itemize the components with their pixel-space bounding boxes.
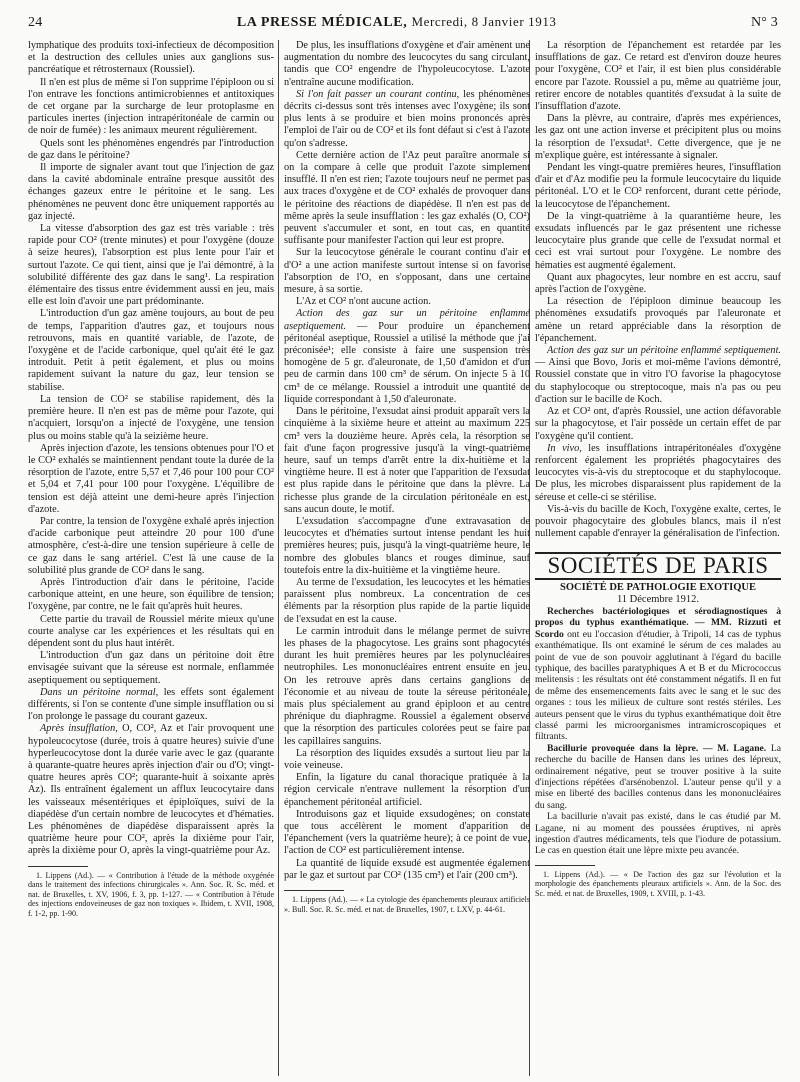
paragraph: L'introduction d'un gaz amène toujours, au bout de peu de temps, l'apparition d'autres gaz, et toujours nous retrouvons, mais en quantité variable, de l'azote, de l'oxygène et de l'acide carbonique, quel qu'ait été le gaz introduit. Petit à petit également, et plus ou moins rapidement suivant la nature du gaz, leur tension se stabilise. — [28, 308, 274, 393]
paragraph: Par contre, la tension de l'oxygène exhalé après injection d'acide carbonique peut atteindre 20 pour 100 d'une atmosphère, c'est-à-dire une tension supérieure à celle de ce gaz dans le sang artériel. C'est là une cause de la solubilité plus grande de CO² dans le sang. — [28, 515, 274, 576]
paragraph — [28, 723, 274, 857]
paragraph-text: les effets sont également différents, si l'on se contente d'une simple insufflation ou si l'on prolonge le passage du courant gazeux. — [28, 686, 274, 723]
paragraph: Après injection d'azote, les tensions obtenues pour l'O et le CO² exhalés se maintiennent pendant toute la durée de la résorption de l'azote, entre 5,57 et 7,46 pour 100 pour CO² et 5,04 et 7,41 pour 100 pour l'oxygène. L'équilibre de tension est déjà atteint une demi-heure après l'injection d'azote. — [28, 442, 274, 515]
column-1 — [28, 40, 274, 1072]
report-paragraph — [535, 606, 781, 743]
paragraph — [284, 89, 530, 150]
report-heading: Bacillurie provoquée dans la lèpre. — M. Lagane. — [547, 742, 767, 754]
column-3 — [535, 40, 781, 1072]
paragraph: Au terme de l'exsudation, les leucocytes et les hématies paraissent plus nombreux. La concentration de ces éléments par la résorption plus rapide de la partie liquide de l'exsudat en est la cause. — [284, 576, 530, 625]
paragraph: Vis-à-vis du bacille de Koch, l'oxygène exalte, certes, le pouvoir phagocytaire des globules blancs, mais il n'est nullement capable d'enrayer la généralisation de l'infection. — [535, 503, 781, 540]
paragraph-text: — Ainsi que Bovo, Joris et moi-même l'avions démontré, Roussiel constate que in vitro l'O favorise la phagocytose du staphylocoque ou streptocoque, mais n'a pas ou peu d'action sur le bacille de Koch. — [535, 357, 781, 405]
report-text: ont eu l'occasion d'étudier, à Tripoli, 14 cas de typhus exanthématique. Ils ont examiné le sérum de ces malades au point de vue de son pouvoir agglutinant à l'égard du bacille typhique, des bacilles paratyphiques A et B et du Micrococcus melitensis : les résultats ont été constamment négatifs. Il en fut de même des ensemencements faits avec le sang et le suc des organes : tous les milieux de culture sont restés stériles. Les auteurs pensent que le virus du typhus exanthématique doit être classé parmi les microorganismes intramicroscopiques et filtrants. — [535, 628, 781, 743]
paragraph — [535, 443, 781, 504]
footnote: 1. Lippens (Ad.). — « La cytologie des épanchements pleuraux artificiels ». Bull. Soc. R. Sc. méd. et nat. de Bruxelles, 1907, t. LXV, p. 44-61. — [284, 895, 530, 914]
paragraph: Sur la leucocytose générale le courant continu d'air et d'O² a une action manifeste surtout intense si on favorise l'absorption de l'O, en s'opposant, dans une certaine mesure, à sa sortie. — [284, 247, 530, 296]
journal-title — [237, 14, 557, 31]
footnote-rule — [28, 866, 88, 867]
italic-lead: Dans un péritoine normal, — [40, 686, 159, 698]
journal-name: LA PRESSE MÉDICALE, — [236, 15, 408, 30]
paragraph: La résorption des liquides exsudés a surtout lieu par la voie veineuse. — [284, 747, 530, 771]
session-date: 11 Décembre 1912. — [616, 593, 700, 605]
paragraph-text: — Pour produire un épanchement péritonéal aseptique, Roussiel a utilisé la méthode que j'ai préconisée¹; elle consiste à faire une suspension très homogène de 5 gr. d'aleuronate, de 1,50 d'amidon et d'un peu de carmin dans 100 cm³ de sérum. On injecte 5 à 10 cm³ de ce mélange. Roussiel a introduit une quantité de liquide correspondant à 1,50 d'aleuronate. — [284, 320, 530, 405]
issue-date: Mercredi, 8 Janvier 1913 — [411, 14, 557, 29]
page-header — [28, 14, 778, 36]
paragraph: Introduisons gaz et liquide exsudogènes; on constate que tous accélèrent le moment d'apparition de l'épanchement (vers la quatrième heure); à ce point de vue, l'action de CO² est particulièrement intense. — [284, 808, 530, 857]
paragraph: L'exsudation s'accompagne d'une extravasation de leucocytes et d'hématies surtout intense pendant les huit premières heures; puis, jusqu'à la vingt-quatrième heure, le nombre des globules blancs et rouges diminue, sauf toutefois entre la dix-huitième et la vingtième heure. — [284, 515, 530, 576]
paragraph-text: O, CO², Az et l'air provoquent une hypoleucocytose (durée, trois à quatre heures) suivie d'une hyperleucocytose dont la durée varie avec le gaz (quarante à quarante-quatre heures après injection d'air ou d'O; vingt-quatre heures après CO²; quarante-huit à soixante après Az). Ils entraînent également un afflux leucocytaire dans les vaisseaux mésentériques et épiploïques, suivi de la diapédèse d'un certain nombre de leucocytes et d'hématies. Les phénomènes de diapédèse disparaissent après la quatrième heure pour CO², après la dixième pour l'air, après la dixième pour O, après la vingt-quatrième pour Az. — [28, 723, 274, 857]
column-divider — [278, 40, 279, 1076]
page-number: 24 — [28, 15, 43, 30]
paragraph: Il importe de signaler avant tout que l'injection de gaz dans la cavité abdominale entraîne presque aussitôt des échanges gazeux entre le péritoine et le sang. Les phénomènes ne peuvent donc être uniquement rapportés au gaz injecté. — [28, 162, 274, 222]
paragraph-text: les insufflations intrapéritonéales d'oxygène renforcent également les propriétés phagocytaires des leucocytes vis-à-vis du streptocoque et du staphylocoque. De plus, les microbes disparaissent plus rapidement de la séreuse et celle-ci se stérilise. — [535, 442, 781, 503]
italic-lead: Après insufflation, — [40, 723, 118, 735]
paragraph: L'introduction d'un gaz dans un péritoine doit être envisagée suivant que la séreuse est normale, enflammée aseptiquement ou septiquement. — [28, 650, 274, 686]
italic-lead: Action des gaz sur un péritoine enflammé aseptiquement. — [284, 308, 530, 332]
paragraph: Il n'en est plus de même si l'on supprime l'épiploon ou si l'on entrave les fonctions antimicrobiennes et antitoxiques de cet organe par la surcharge de leur protoplasme en particules inertes (injection intrapéritonéale de carmin ou de noir de fumée) : les animaux meurent régulièrement. — [28, 76, 274, 137]
paragraph: La quantité de liquide exsudé est augmentée également par le gaz et surtout par CO² (135 cm³) et l'air (200 cm³). — [284, 857, 530, 881]
italic-lead: Si l'on fait passer un courant continu, — [296, 88, 460, 100]
paragraph — [535, 345, 781, 406]
report-paragraph: La bacillurie n'avait pas existé, dans le cas étudié par M. Lagane, ni au moment des poussées éruptives, ni après ingestion d'autres médicaments, tels que l'iodure de potassium. Le cas en question était une lèpre mixte peu avancée. — [535, 811, 781, 857]
paragraph: La résorption de l'épanchement est retardée par les insufflations de gaz. Ce retard est d'environ douze heures pour l'oxygène, CO² et l'air, il est bien plus considérable encore par l'azote. Roussiel a pu, même au quatrième jour, retirer encore de notables quantités d'exsudat à la suite de l'insufflation d'azote. — [535, 40, 781, 113]
paragraph: Dans la plèvre, au contraire, d'après mes expériences, les gaz ont une action inverse et précipitent plus ou moins la résorption de l'exsudat¹. Cette divergence, que je ne m'explique guère, est intéressante à signaler. — [535, 113, 781, 161]
paragraph: Cette partie du travail de Roussiel mérite mieux qu'une courte analyse car les expériences et les résultats qui en dépendent sont du plus haut intérêt. — [28, 613, 274, 649]
paragraph-text: les phénomènes décrits ci-dessus sont très intenses avec l'oxygène; ils sont plus lents à se produire et bien moins prononcés après l'emploi de l'air ou de CO² et ils font défaut si c'est à l'azote qu'on s'adresse. — [284, 88, 530, 149]
footnote-rule — [284, 890, 344, 891]
paragraph: Pendant les vingt-quatre premières heures, l'insufflation d'air et d'Az modifie peu la formule leucocytaire du liquide péritonéal. L'O et le CO² renforcent, durant cette période, la leucocytose de l'épanchement. — [535, 162, 781, 210]
footnote: 1. Lippens (Ad.). — « De l'action des gaz sur l'évolution et la morphologie des épanchements pleuraux artificiels ». Ann. de la Soc. des Sc. méd. et nat. de Bruxelles, 1909, t. XVIII, p. 1-43. — [535, 869, 781, 899]
italic-lead: Action des gaz sur un péritoine enflammé septiquement. — [547, 345, 781, 357]
paragraph: La vitesse d'absorption des gaz est très variable : très rapide pour CO² (trente minutes) et pour l'oxygène (douze à seize heures), l'absorption est plus lente pour l'air et surtout l'azote. Ce qui tient, ainsi que je l'ai démontré, à la solubilité différente des gaz dans le sang¹. La respiration élémentaire des tissus entre évidemment aussi en jeu, mais elle est loin d'avoir une part prédominante. — [28, 223, 274, 308]
paragraph: Le carmin introduit dans le mélange permet de suivre les phases de la phagocytose. Les grains sont phagocytés durant les huit premières heures par les polynucléaires neutrophiles. Les mononucléaires entrent ensuite en jeu. On les retrouve après dans certains ganglions de l'économie et au niveau de toute la séreuse péritonéale, mais plus spécialement au grand épiploon et au centre phrénique du diaphragme. Roussiel a également observé que la résorption des particules colorées peut se faire par les capillaires sanguins. — [284, 625, 530, 747]
footnote: 1. Lippens (Ad.). — « Contribution à l'étude de la méthode oxygénée dans le traitement des infections chirurgicales ». Ann. Soc. R. Sc. méd. et nat. de Bruxelles, t. XV, 1906, f. 3, pp. 1-127. — « Contribution à l'étude des injections endoveineuses de gaz non toxiques ». Ibidem, t. XVII, 1908, f. 1-2, pp. 1-90. — [28, 870, 274, 918]
paragraph: De plus, les insufflations d'oxygène et d'air amènent une augmentation du nombre des leucocytes du sang circulant, tandis que CO² engendre de l'hypoleucocytose. L'azote n'entraîne aucune modification. — [284, 40, 530, 88]
section-title: SOCIÉTÉS DE PARIS — [535, 552, 781, 579]
paragraph — [28, 687, 274, 724]
paragraph: Quant aux phagocytes, leur nombre en est accru, sauf après l'action de l'oxygène. — [535, 271, 781, 296]
paragraph: Dans le péritoine, l'exsudat ainsi produit apparaît vers la cinquième à la sixième heure et atteint au maximum 225 cm³ vers la douzième heure. Après cela, la résorption se fait d'une façon progressive jusqu'à la vingt-quatrième heure, sauf un temps d'arrêt entre la dix-huitième et la vingtième heure. Il est à noter que l'apparition de l'exsudat est plus rapide dans le péritoine que dans la plèvre. La richesse plus grande de la circulation péritonéale en est, sans aucun doute, le motif. — [284, 406, 530, 515]
report-text: La recherche du bacille de Hansen dans les urines des lépreux, ordinairement négative, peut se trouver positive à la suite d'injections répétées d'arsénobenzol. L'auteur pense qu'il y a mise en liberté des bacilles contenus dans les mononucléaires du sang. — [535, 742, 781, 811]
paragraph: Enfin, la ligature du canal thoracique pratiquée à la région cervicale n'entrave nullement la résorption d'un épanchement péritonéal artificiel. — [284, 772, 530, 808]
paragraph: Après l'introduction d'air dans le péritoine, l'acide carbonique atteint, en une heure, son équilibre de tension; l'oxygène, par contre, ne le fait qu'après huit heures. — [28, 576, 274, 613]
report-heading: Recherches bactériologiques et sérodiagnostiques à propos du typhus exanthématique. — MM. Rizzuti et Scordo — [535, 605, 781, 640]
paragraph: Quels sont les phénomènes engendrés par l'introduction de gaz dans le péritoine? — [28, 137, 274, 161]
paragraph: Az et CO² ont, d'après Roussiel, une action défavorable sur la phagocytose, et l'air possède un certain effet de par l'oxygène qu'il contient. — [535, 406, 781, 442]
paragraph: L'Az et CO² n'ont aucune action. — [296, 296, 431, 308]
paragraph — [284, 308, 530, 406]
paragraph: La résection de l'épiploon diminue beaucoup les phénomènes exsudatifs provoqués par l'aleuronate et amène un retard appréciable dans la résorption de l'épanchement. — [535, 296, 781, 344]
society-name: SOCIÉTÉ DE PATHOLOGIE EXOTIQUE — [560, 581, 756, 593]
paragraph: La tension de CO² se stabilise rapidement, dès la première heure. Il n'en est pas de même pour l'azote, qui n'acquiert, lorsqu'on a injecté de l'oxygène, une tension plus ou moins stable qu'à la seizième heure. — [28, 393, 274, 442]
paragraph: Cette dernière action de l'Az peut paraître anormale si on la compare à celle que produit l'azote simplement insufflé. Il n'en est rien; l'azote toujours neuf ne permet pas aux traces d'oxygène et de CO² exhalés de provoquer dans le péritoine des réactions de diapédèse. Il n'en est pas de même après la seule insufflation : les gaz exhalés (O, CO²) peuvent s'accumuler et sont, en tout cas, en quantité suffisante pour manifester l'action qui leur est propre. — [284, 149, 530, 247]
column-2 — [284, 40, 530, 1072]
italic-lead: In vivo, — [547, 442, 582, 454]
issue-number: N° 3 — [750, 15, 778, 30]
report-paragraph — [535, 743, 781, 811]
paragraph: De la vingt-quatrième à la quarantième heure, les exsudats influencés par le gaz présentent une richesse leucocytaire plus grande que celle de l'exsudat normal et ceci est vrai surtout pour l'oxygène. Le nombre des hématies est augmenté également. — [535, 210, 781, 271]
footnote-rule — [535, 865, 595, 866]
paragraph: lymphatique des produits toxi-infectieux de décomposition et la destruction des cellules unies aux ganglions sus-pancréatique et rétrosternaux (Roussiel). — [28, 40, 274, 76]
